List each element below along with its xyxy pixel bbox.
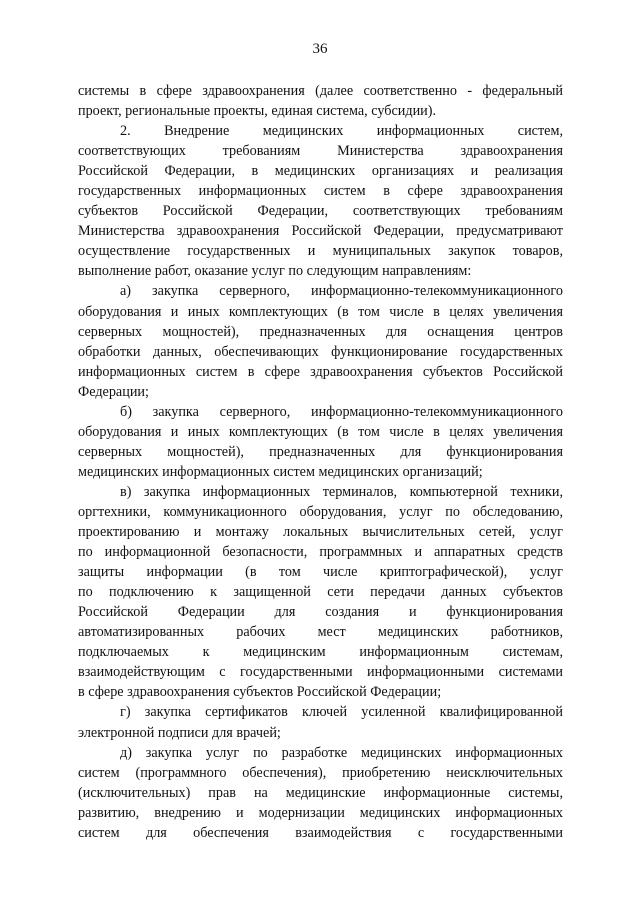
text-line: системы в сфере здравоохранения (далее соответственно - федеральный (78, 83, 563, 99)
text-line: г) закупка сертификатов ключей усиленной квалифицированной (120, 704, 563, 721)
text-line: Министерства здравоохранения Российской Федерации, предусматривают (78, 223, 563, 240)
text-line: обработки данных, обеспечивающих функционирование государственных (78, 343, 563, 360)
text-line: взаимодействующим с государственными информационными системами (78, 664, 563, 681)
text-line: проект, региональные проекты, единая система, субсидии). (78, 103, 437, 120)
text-line: медицинских информационных систем медицинских организаций; (78, 463, 483, 480)
text-line: Российской Федерации для создания и функционирования (78, 604, 563, 621)
text-line: серверных мощностей), предназначенных для оснащения центров (78, 323, 563, 340)
text-line: в сфере здравоохранения субъектов Российской Федерации; (78, 684, 442, 701)
text-line: (исключительных) прав на медицинские информационные системы, (78, 784, 563, 801)
text-line: д) закупка услуг по разработке медицинских информационных (120, 744, 563, 761)
text-line: серверных мощностей), предназначенных для функционирования (78, 443, 563, 460)
text-line: выполнение работ, оказание услуг по следующим направлениям: (78, 263, 472, 280)
body-text (78, 81, 563, 843)
text-line: б) закупка серверного, информационно-телекоммуникационного (120, 403, 563, 420)
text-line: в) закупка информационных терминалов, компьютерной техники, (120, 483, 563, 500)
text-line: развитию, внедрению и модернизации медицинских информационных (78, 804, 563, 821)
text-line: по информационной безопасности, программных и аппаратных средств (78, 544, 563, 561)
text-line: оборудования и иных комплектующих (в том числе в целях увеличения (78, 303, 563, 320)
text-line: 2. Внедрение медицинских информационных систем, (120, 123, 563, 140)
text-line: оборудования и иных комплектующих (в том числе в целях увеличения (78, 423, 563, 440)
text-line: систем для обеспечения взаимодействия с государственными (78, 824, 563, 841)
text-line: соответствующих требованиям Министерства здравоохранения (78, 143, 563, 160)
text-line: по подключению к защищенной сети передачи данных субъектов (78, 584, 563, 601)
page-number: 36 (312, 41, 328, 57)
text-line: автоматизированных рабочих мест медицинских работников, (78, 624, 563, 641)
text-line: государственных информационных систем в сфере здравоохранения (78, 183, 563, 200)
text-line: а) закупка серверного, информационно-телекоммуникационного (120, 283, 563, 300)
text-line: подключаемых к медицинским информационным системам, (78, 644, 563, 661)
text-line: электронной подписи для врачей; (78, 724, 281, 741)
text-line: систем (программного обеспечения), приобретению неисключительных (78, 764, 563, 781)
text-line: оргтехники, коммуникационного оборудования, услуг по обследованию, (78, 503, 563, 520)
text-line: Федерации; (78, 383, 149, 400)
text-line: осуществление государственных и муниципальных закупок товаров, (78, 243, 563, 260)
text-line: Российской Федерации, в медицинских организациях и реализация (78, 163, 563, 180)
text-line: проектированию и монтажу локальных вычислительных сетей, услуг (78, 524, 563, 541)
text-line: субъектов Российской Федерации, соответствующих требованиям (78, 203, 563, 220)
text-line: защиты информации (в том числе криптографической), услуг (78, 564, 563, 581)
text-line: информационных систем в сфере здравоохранения субъектов Российской (78, 363, 563, 380)
